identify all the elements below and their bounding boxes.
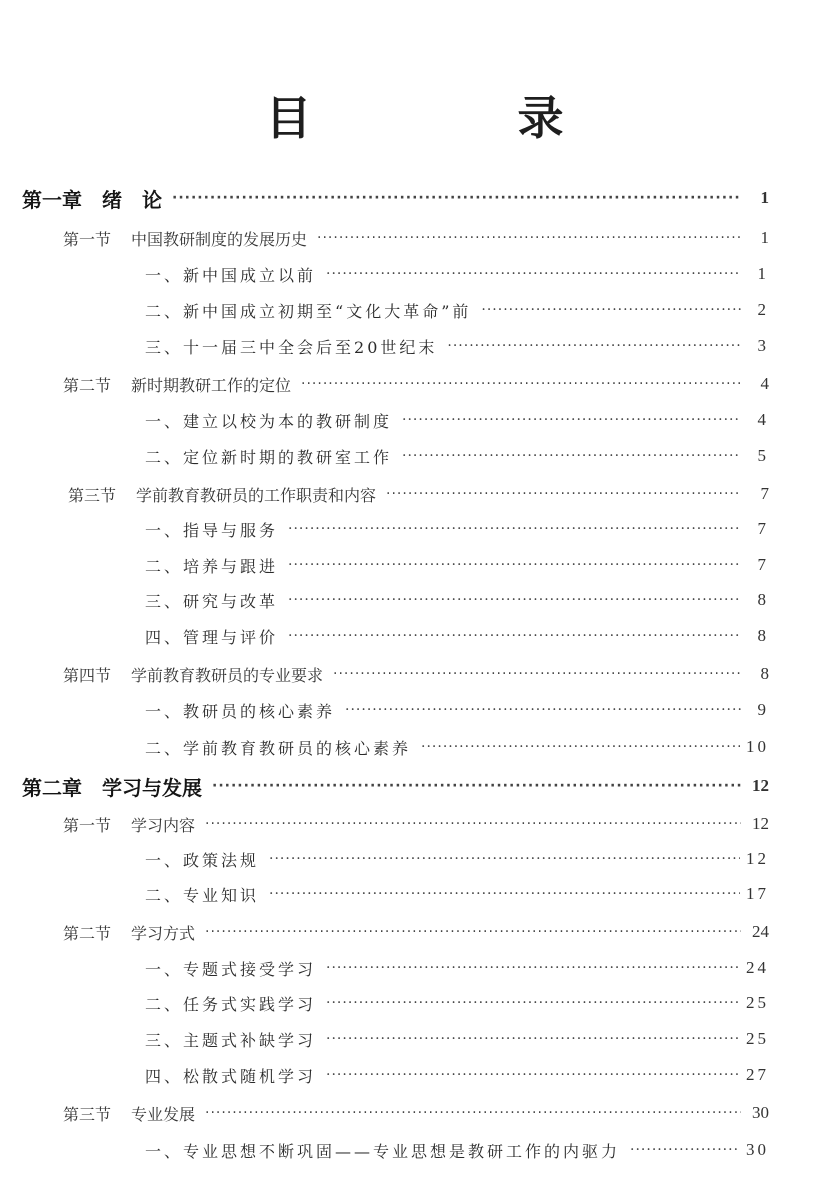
toc-entry-page-number: 30	[746, 1140, 769, 1159]
toc-entry-number: 二、	[145, 885, 184, 905]
toc-entry-number: 第一章	[22, 187, 82, 212]
toc-entry-page-number: 4	[760, 374, 769, 393]
toc-entry-sub	[145, 876, 769, 912]
toc-entry-title: 教研员的核心素养	[183, 701, 336, 721]
toc-entry-number: 二、	[145, 556, 184, 576]
dot-leader	[288, 592, 741, 608]
toc-entry-page-number: 8	[757, 590, 769, 609]
toc-entry-page-number: 12	[752, 814, 769, 833]
toc-entry-page-number: 2	[757, 300, 769, 319]
toc-entry-page-number: 1	[760, 228, 769, 247]
toc-entry-label	[145, 1139, 620, 1162]
toc-entry-page-number: 5	[757, 446, 769, 465]
toc-entry-title: 学习与发展	[102, 775, 202, 800]
toc-entry-label	[22, 184, 162, 213]
toc-entry-label	[145, 883, 259, 906]
dot-leader	[269, 851, 740, 867]
toc-entry-sub	[145, 1132, 769, 1168]
toc-entry-title: 研究与改革	[183, 591, 279, 611]
toc-entry-title: 学前教育教研员的工作职责和内容	[136, 485, 377, 505]
dot-leader	[402, 448, 741, 464]
toc-entry-label	[68, 483, 376, 506]
toc-entry-title: 学前教育教研员的专业要求	[131, 665, 324, 685]
dot-leader	[386, 486, 741, 502]
toc-entry-label	[145, 957, 316, 980]
dot-leader	[402, 412, 741, 428]
toc-entry-title: 指导与服务	[183, 520, 279, 540]
toc-entry-section	[68, 476, 769, 512]
dot-leader	[447, 338, 741, 354]
toc-entry-label	[145, 736, 411, 759]
toc-entry-sub	[145, 547, 769, 583]
toc-entry-number: 第三节	[68, 485, 117, 505]
toc-entry-title: 绪 论	[102, 187, 162, 212]
dot-leader	[326, 266, 741, 282]
dot-leader	[333, 666, 741, 682]
toc-entry-label	[22, 772, 202, 801]
toc-entry-page-number: 25	[746, 993, 769, 1012]
toc-entry-title: 管理与评价	[183, 627, 279, 647]
toc-entry-label	[145, 1028, 316, 1051]
toc-entry-number: 一、	[145, 520, 184, 540]
toc-entry-page-number: 3	[757, 336, 769, 355]
toc-entry-number: 二、	[145, 738, 184, 758]
toc-entry-number: 二、	[145, 301, 184, 321]
dot-leader	[205, 1105, 741, 1121]
dot-leader	[205, 924, 741, 940]
dot-leader	[630, 1142, 740, 1158]
toc-entry-label	[145, 589, 278, 612]
toc-entry-sub	[145, 985, 769, 1021]
toc-entry-title: 专题式接受学习	[183, 959, 317, 979]
toc-entry-label	[145, 699, 335, 722]
toc-entry-number: 第二章	[22, 775, 82, 800]
toc-entry-page-number: 7	[757, 519, 769, 538]
toc-entry-number: 三、	[145, 337, 184, 357]
toc-entry-title: 专业知识	[183, 885, 260, 905]
toc-entry-title: 学习方式	[131, 923, 196, 943]
toc-entry-section	[63, 656, 769, 692]
toc-entry-label	[145, 554, 278, 577]
toc-entry-title: 学前教育教研员的核心素养	[183, 738, 412, 758]
toc-entry-page-number: 12	[752, 776, 769, 795]
toc-entry-sub	[145, 582, 769, 618]
toc-entry-page-number: 27	[746, 1065, 769, 1084]
toc-entry-page-number: 12	[746, 849, 769, 868]
toc-entry-title: 政策法规	[183, 850, 260, 870]
toc-entry-number: 一、	[145, 959, 184, 979]
toc-entry-page-number: 7	[760, 484, 769, 503]
toc-entry-label	[63, 813, 195, 836]
toc-entry-number: 三、	[145, 1030, 184, 1050]
toc-entry-chapter	[22, 768, 769, 804]
toc-entry-label	[63, 921, 195, 944]
toc-entry-sub	[145, 950, 769, 986]
toc-entry-title: 新中国成立初期至“文化大革命”前	[183, 301, 472, 321]
toc-entry-label	[145, 409, 392, 432]
toc-entry-chapter	[22, 180, 769, 216]
toc-entry-label	[145, 1064, 316, 1087]
toc-entry-sub	[145, 438, 769, 474]
toc-entry-sub	[145, 328, 769, 364]
toc-entry-number: 二、	[145, 447, 184, 467]
dot-leader	[288, 557, 741, 573]
toc-entry-sub	[145, 1021, 769, 1057]
dot-leader	[212, 778, 741, 794]
toc-entry-section	[63, 220, 769, 256]
toc-entry-label	[145, 445, 392, 468]
toc-entry-number: 一、	[145, 265, 184, 285]
toc-entry-sub	[145, 1057, 769, 1093]
toc-entry-page-number: 17	[746, 884, 769, 903]
dot-leader	[326, 960, 740, 976]
dot-leader	[205, 816, 741, 832]
toc-entry-number: 一、	[145, 411, 184, 431]
toc-entry-label	[145, 335, 437, 358]
toc-entry-page-number: 25	[746, 1029, 769, 1048]
toc-entry-label	[145, 299, 471, 322]
dot-leader	[326, 1067, 740, 1083]
toc-entry-title: 主题式补缺学习	[183, 1030, 317, 1050]
toc-entry-title: 新中国成立以前	[183, 265, 317, 285]
toc-entry-number: 第二节	[63, 375, 112, 395]
toc-entry-sub	[145, 511, 769, 547]
dot-leader	[481, 302, 741, 318]
dot-leader	[288, 628, 741, 644]
toc-entry-label	[63, 1102, 195, 1125]
toc-entry-page-number: 30	[752, 1103, 769, 1122]
toc-entry-title: 中国教研制度的发展历史	[131, 229, 308, 249]
toc-entry-number: 一、	[145, 701, 184, 721]
toc-entry-page-number: 24	[752, 922, 769, 941]
toc-entry-title: 培养与跟进	[183, 556, 279, 576]
toc-entry-sub	[145, 292, 769, 328]
toc-entry-section	[63, 1095, 769, 1131]
toc-entry-section	[63, 914, 769, 950]
toc-entry-section	[63, 366, 769, 402]
toc-entry-label	[145, 625, 278, 648]
toc-entry-number: 四、	[145, 1066, 184, 1086]
toc-entry-title: 十一届三中全会后至20世纪末	[183, 337, 438, 357]
dot-leader	[301, 376, 741, 392]
toc-entry-number: 一、	[145, 850, 184, 870]
toc-entry-label	[145, 263, 316, 286]
toc-entry-sub	[145, 618, 769, 654]
toc-entry-title: 新时期教研工作的定位	[131, 375, 292, 395]
page-title: 目 录	[265, 91, 644, 145]
toc-entry-page-number: 8	[757, 626, 769, 645]
toc-entry-page-number: 8	[760, 664, 769, 683]
toc-entry-page-number: 4	[757, 410, 769, 429]
dot-leader	[326, 1031, 740, 1047]
dot-leader	[288, 521, 741, 537]
toc-entry-title: 任务式实践学习	[183, 994, 317, 1014]
toc-entry-page-number: 24	[746, 958, 769, 977]
dot-leader	[172, 190, 741, 206]
toc-entry-section	[63, 806, 769, 842]
toc-entry-page-number: 7	[757, 555, 769, 574]
toc-entry-sub	[145, 402, 769, 438]
toc-entry-page-number: 1	[757, 264, 769, 283]
toc-entry-number: 一、	[145, 1141, 184, 1161]
toc-entry-number: 第二节	[63, 923, 112, 943]
toc-entry-title: 专业发展	[131, 1104, 196, 1124]
toc-entry-sub	[145, 841, 769, 877]
toc-entry-label	[63, 373, 291, 396]
toc-entry-title: 定位新时期的教研室工作	[183, 447, 393, 467]
dot-leader	[326, 995, 740, 1011]
toc-entry-title: 学习内容	[131, 815, 196, 835]
dot-leader	[345, 702, 741, 718]
toc-entry-page-number: 1	[760, 188, 769, 207]
dot-leader	[269, 886, 740, 902]
toc-entry-page-number: 9	[757, 700, 769, 719]
toc-entry-sub	[145, 729, 769, 765]
toc-entry-title: 专业思想不断巩固——专业思想是教研工作的内驱力	[183, 1141, 621, 1161]
toc-entry-title: 建立以校为本的教研制度	[183, 411, 393, 431]
toc-entry-title: 松散式随机学习	[183, 1066, 317, 1086]
toc-entry-number: 三、	[145, 591, 184, 611]
toc-entry-label	[145, 992, 316, 1015]
toc-entry-label	[145, 518, 278, 541]
toc-entry-number: 第三节	[63, 1104, 112, 1124]
toc-entry-number: 四、	[145, 627, 184, 647]
dot-leader	[317, 230, 741, 246]
toc-entry-label	[63, 663, 323, 686]
toc-entry-label	[63, 227, 307, 250]
toc-entry-label	[145, 848, 259, 871]
toc-entry-number: 二、	[145, 994, 184, 1014]
toc-entry-sub	[145, 692, 769, 728]
toc-entry-number: 第一节	[63, 229, 112, 249]
toc-entry-page-number: 10	[746, 737, 769, 756]
toc-entry-number: 第四节	[63, 665, 112, 685]
toc-entry-number: 第一节	[63, 815, 112, 835]
dot-leader	[421, 739, 740, 755]
toc-entry-sub	[145, 256, 769, 292]
